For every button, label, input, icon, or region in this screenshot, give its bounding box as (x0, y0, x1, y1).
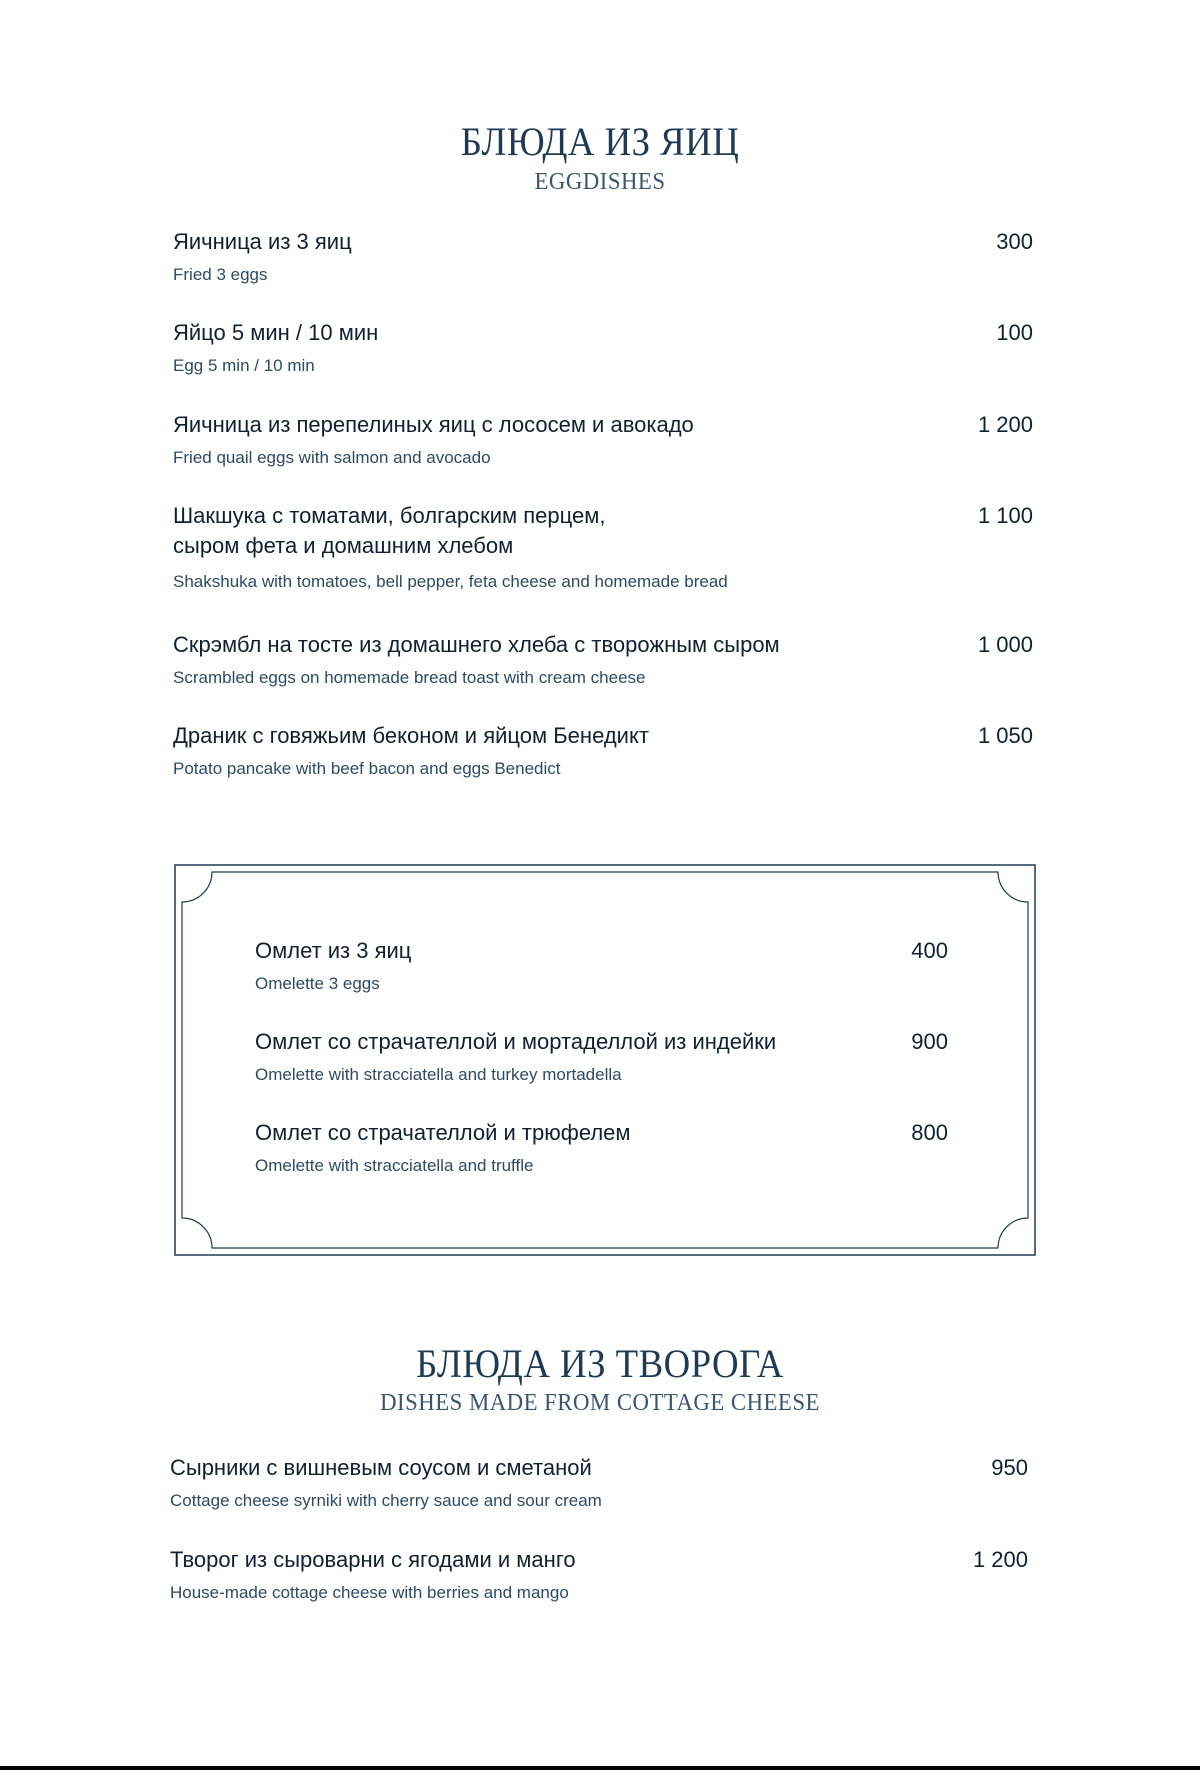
menu-item-name-ru: Скрэмбл на тосте из домашнего хлеба с творожным сыром (173, 632, 780, 657)
menu-item-name-en: Egg 5 min / 10 min (173, 356, 315, 375)
menu-item-price: 950 (991, 1455, 1028, 1480)
menu-item-name-ru: Яичница из 3 яиц (173, 229, 352, 254)
menu-item-name-en: House-made cottage cheese with berries and mango (170, 1583, 569, 1602)
page-bottom-border (0, 1766, 1200, 1770)
menu-item-price: 1 200 (972, 1547, 1028, 1572)
cottage-section-title: БЛЮДА ИЗ ТВОРОГА (416, 1341, 784, 1386)
menu-item (255, 936, 411, 995)
menu-item (173, 721, 649, 780)
menu-item (173, 318, 378, 377)
menu-item (173, 227, 352, 286)
menu-item-name-en: Omelette with stracciatella and truffle (255, 1156, 534, 1175)
menu-item-price: 1 000 (977, 632, 1033, 657)
menu-item-name-en: Fried 3 eggs (173, 265, 268, 284)
menu-item (255, 1027, 776, 1086)
menu-item-name-en: Shakshuka with tomatoes, bell pepper, feta cheese and homemade bread (173, 572, 728, 591)
menu-item-price: 800 (911, 1120, 948, 1145)
menu-item-price: 1 050 (977, 723, 1033, 748)
menu-item-price: 1 200 (977, 412, 1033, 437)
menu-item-name-en: Cottage cheese syrniki with cherry sauce and sour cream (170, 1491, 602, 1510)
menu-item-name-ru: Омлет со страчателлой и трюфелем (255, 1120, 631, 1145)
menu-item-name-ru: Яйцо 5 мин / 10 мин (173, 320, 379, 345)
menu-item-name-ru: Сырники с вишневым соусом и сметаной (170, 1455, 592, 1480)
menu-item-price: 900 (911, 1029, 948, 1054)
menu-item-name-ru: Омлет из 3 яиц (255, 938, 412, 963)
cottage-section-subtitle: DISHES MADE FROM COTTAGE CHEESE (380, 1390, 820, 1416)
menu-item-price: 300 (996, 229, 1033, 254)
menu-item (255, 1118, 631, 1177)
menu-item (173, 630, 780, 689)
menu-item-name-ru: Творог из сыроварни с ягодами и манго (170, 1547, 576, 1572)
menu-item-price: 100 (996, 320, 1033, 345)
eggs-section-title: БЛЮДА ИЗ ЯИЦ (460, 119, 740, 164)
menu-item-price: 400 (911, 938, 948, 963)
menu-item (173, 410, 694, 469)
menu-item-name-ru: Драник с говяжьим беконом и яйцом Бенедикт (173, 723, 649, 748)
menu-item (173, 501, 728, 593)
menu-item-name-en: Potato pancake with beef bacon and eggs Benedict (173, 759, 561, 778)
menu-item (170, 1453, 602, 1512)
menu-item-name-en: Fried quail eggs with salmon and avocado (173, 448, 491, 467)
menu-item (170, 1545, 576, 1604)
menu-item-name-en: Omelette with stracciatella and turkey mortadella (255, 1065, 622, 1084)
menu-item-price: 1 100 (977, 503, 1033, 528)
eggs-section-subtitle: EGGDISHES (534, 169, 666, 195)
menu-item-name-en: Scrambled eggs on homemade bread toast with cream cheese (173, 668, 646, 687)
menu-item-name-ru: Яичница из перепелиных яиц с лососем и авокадо (173, 412, 694, 437)
menu-item-name-ru: Шакшука с томатами, болгарским перцем, сыром фета и домашним хлебом (173, 503, 606, 558)
menu-item-name-ru: Омлет со страчателлой и мортаделлой из индейки (255, 1029, 777, 1054)
menu-item-name-en: Omelette 3 eggs (255, 974, 380, 993)
